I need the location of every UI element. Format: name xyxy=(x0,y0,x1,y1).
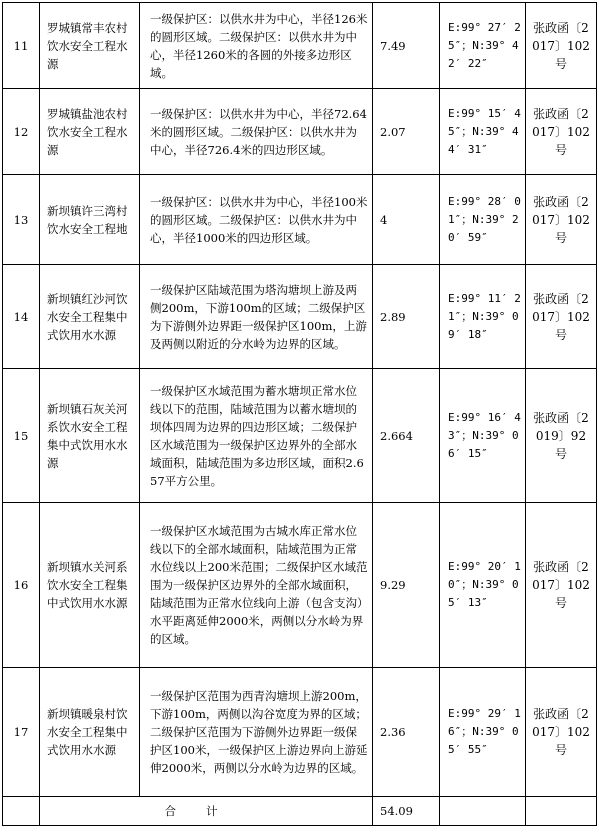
approval-document: 张政函〔2017〕102号 xyxy=(526,3,597,89)
protection-zone-description: 一级保护区水域范围为古城水库正常水位线以下的全部水域面积，陆域范围为正常水位线以上200米范围；二级保护区水域范围为一级保护区边界外的全部水域面积，陆域范围为正常水位线向上游（包含支沟）水平距离延伸2000米，两侧以分水岭为界的区域。 xyxy=(140,503,373,668)
area-value: 9.29 xyxy=(373,503,440,668)
row-number: 15 xyxy=(3,369,40,503)
empty-cell xyxy=(3,797,40,826)
source-name: 新坝镇暖泉村饮水安全工程集中式饮用水水源 xyxy=(40,668,140,797)
coordinates: E:99° 28′ 01″；N:39° 20′ 59″ xyxy=(440,175,526,265)
table-row xyxy=(3,369,597,503)
total-row xyxy=(3,797,597,826)
coordinates: E:99° 15′ 45″；N:39° 44′ 31″ xyxy=(440,89,526,175)
row-number: 14 xyxy=(3,265,40,369)
approval-document: 张政函〔2017〕102号 xyxy=(526,668,597,797)
approval-document: 张政函〔2017〕102号 xyxy=(526,265,597,369)
protection-zone-description: 一级保护区：以供水井为中心，半径100米的圆形区域。二级保护区：以供水井为中心，半径1000米的四边形区域。 xyxy=(140,175,373,265)
area-value: 2.89 xyxy=(373,265,440,369)
row-number: 16 xyxy=(3,503,40,668)
table-row xyxy=(3,668,597,797)
approval-document: 张政函〔2017〕102号 xyxy=(526,175,597,265)
protection-zone-description: 一级保护区范围为西青沟塘坝上游200m，下游100m，两侧以沟谷宽度为界的区域；二级保护区范围为下游侧外边界距一级保护区100米，一级保护区上游边界向上游延伸2000米，两侧以分水岭为边界的区域。 xyxy=(140,668,373,797)
coordinates: E:99° 29′ 16″；N:39° 05′ 55″ xyxy=(440,668,526,797)
area-value: 2.36 xyxy=(373,668,440,797)
table-row xyxy=(3,265,597,369)
row-number: 13 xyxy=(3,175,40,265)
coordinates: E:99° 27′ 25″；N:39° 42′ 22″ xyxy=(440,3,526,89)
empty-cell xyxy=(440,797,526,826)
table-row xyxy=(3,3,597,89)
source-name: 罗城镇常丰农村饮水安全工程水源 xyxy=(40,3,140,89)
coordinates: E:99° 20′ 10″；N:39° 05′ 13″ xyxy=(440,503,526,668)
source-name: 新坝镇许三湾村饮水安全工程地 xyxy=(40,175,140,265)
protection-zone-description: 一级保护区：以供水井为中心，半径126米的圆形区域。二级保护区：以供水井为中心，半径1260米的各圆的外接多边形区域。 xyxy=(140,3,373,89)
approval-document: 张政函〔2019〕92号 xyxy=(526,369,597,503)
area-value: 7.49 xyxy=(373,3,440,89)
row-number: 12 xyxy=(3,89,40,175)
source-name: 罗城镇盐池农村饮水安全工程水源 xyxy=(40,89,140,175)
row-number: 11 xyxy=(3,3,40,89)
area-value: 4 xyxy=(373,175,440,265)
total-value: 54.09 xyxy=(373,797,440,826)
total-label: 合计 xyxy=(40,797,373,826)
area-value: 2.07 xyxy=(373,89,440,175)
table-row xyxy=(3,503,597,668)
water-source-protection-table xyxy=(2,2,597,826)
coordinates: E:99° 16′ 43″；N:39° 06′ 15″ xyxy=(440,369,526,503)
source-name: 新坝镇红沙河饮水安全工程集中式饮用水水源 xyxy=(40,265,140,369)
row-number: 17 xyxy=(3,668,40,797)
coordinates: E:99° 11′ 21″；N:39° 09′ 18″ xyxy=(440,265,526,369)
approval-document: 张政函〔2017〕102号 xyxy=(526,89,597,175)
approval-document: 张政函〔2017〕102号 xyxy=(526,503,597,668)
empty-cell xyxy=(526,797,597,826)
area-value: 2.664 xyxy=(373,369,440,503)
source-name: 新坝镇水关河系饮水安全工程集中式饮用水水源 xyxy=(40,503,140,668)
table-row xyxy=(3,175,597,265)
table-row xyxy=(3,89,597,175)
source-name: 新坝镇石灰关河系饮水安全工程集中式饮用水水源 xyxy=(40,369,140,503)
protection-zone-description: 一级保护区水域范围为蓄水塘坝正常水位线以下的范围，陆域范围为以蓄水塘坝的坝体四周为边界的四边形区域；二级保护区水域范围为一级保护区边界外的全部水域面积，陆域范围为多边形区域，面积2.657平方公里。 xyxy=(140,369,373,503)
protection-zone-description: 一级保护区：以供水井为中心，半径72.64米的圆形区域。二级保护区：以供水井为中心，半径726.4米的四边形区域。 xyxy=(140,89,373,175)
protection-zone-description: 一级保护区陆域范围为塔沟塘坝上游及两侧200m，下游100m的区域；二级保护区为下游侧外边界距一级保护区100m，上游及两侧以附近的分水岭为边界的区域。 xyxy=(140,265,373,369)
